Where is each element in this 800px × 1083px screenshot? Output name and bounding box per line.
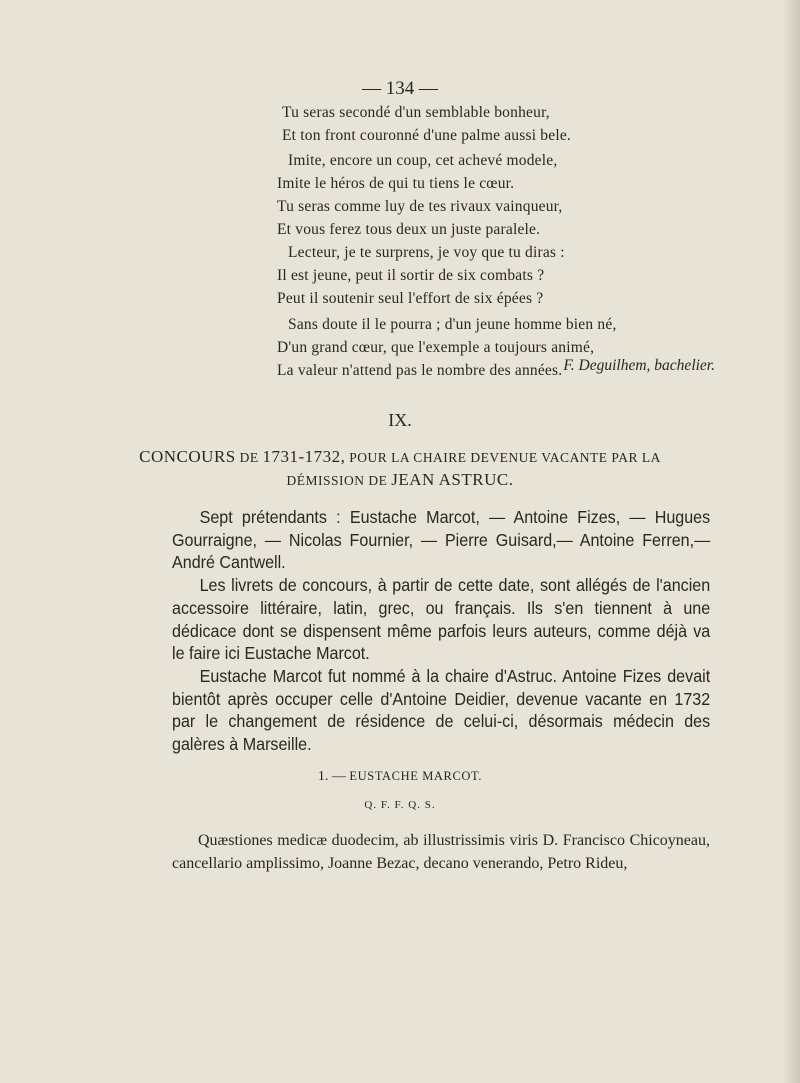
title-word: POUR LA CHAIRE DEVENUE VACANTE PAR LA: [349, 450, 661, 465]
verse-line: Et ton front couronné d'une palme aussi bele.: [282, 127, 571, 144]
page-edge-shadow: [782, 0, 800, 1083]
verse-line: Imite le héros de qui tu tiens le cœur.: [277, 175, 515, 192]
title-word: DE: [239, 450, 259, 465]
paragraph: Quæstiones medicæ duodecim, ab illustrissimis viris D. Francisco Chicoyneau, cancellario amplissimo, Joanne Bezac, decano venerando, Petro Rideu,: [172, 832, 710, 872]
verse-line: D'un grand cœur, que l'exemple a toujours animé,: [277, 339, 595, 356]
paragraph: Eustache Marcot fut nommé à la chaire d'Astruc. Antoine Fizes devait bientôt après occuper celle d'Antoine Deidier, devenue vacante en 1732 par le changement de résidence de celui-ci, désormais médecin des galères à Marseille.: [172, 665, 711, 755]
title-word: DÉMISSION DE: [286, 473, 388, 488]
subsection-name: EUSTACHE MARCOT.: [349, 769, 483, 783]
section-numeral: IX.: [388, 410, 412, 430]
title-word: CONCOURS: [139, 447, 236, 466]
verse-line: Tu seras comme luy de tes rivaux vainqueur,: [277, 198, 563, 215]
title-name: JEAN ASTRUC.: [391, 470, 514, 489]
verse-line: Peut il soutenir seul l'effort de six épées ?: [277, 290, 544, 307]
subsection-heading: [0, 769, 800, 785]
dedication-formula: Q. F. F. Q. S.: [364, 799, 436, 811]
body-text: [172, 506, 710, 756]
page-number: — 134 —: [362, 78, 438, 99]
verse-line: Et vous ferez tous deux un juste paralele.: [277, 221, 541, 238]
verse-line: Tu seras secondé d'un semblable bonheur,: [282, 104, 550, 121]
verse-line: Sans doute il le pourra ; d'un jeune homme bien né,: [288, 316, 617, 333]
verse-line: Lecteur, je te surprens, je voy que tu diras :: [288, 244, 565, 261]
subsection-number: 1. —: [317, 769, 346, 784]
verse-line: Il est jeune, peut il sortir de six combats ?: [277, 267, 545, 284]
section-title-line-1: [0, 447, 800, 467]
paragraph: Les livrets de concours, à partir de cette date, sont allégés de l'ancien accessoire littéraire, latin, grec, ou français. Ils s'en tiennent à une dédicace dont se dispensent même parfois leurs auteurs, comme déjà va le faire ici Eustache Marcot.: [172, 575, 711, 664]
title-years: 1731-1732,: [262, 447, 346, 466]
verse-signature: F. Deguilhem, bachelier.: [563, 357, 715, 374]
section-title-line-2: [0, 470, 800, 490]
verse-line: Imite, encore un coup, cet achevé modele,: [288, 152, 558, 169]
verse-line: La valeur n'attend pas le nombre des années.: [277, 362, 563, 379]
latin-text: [172, 829, 710, 875]
paragraph: Sept prétendants : Eustache Marcot, — Antoine Fizes, — Hugues Gourraigne, — Nicolas Fournier, — Pierre Guisard,— Antoine Ferren,— André Cantwell.: [172, 507, 711, 573]
